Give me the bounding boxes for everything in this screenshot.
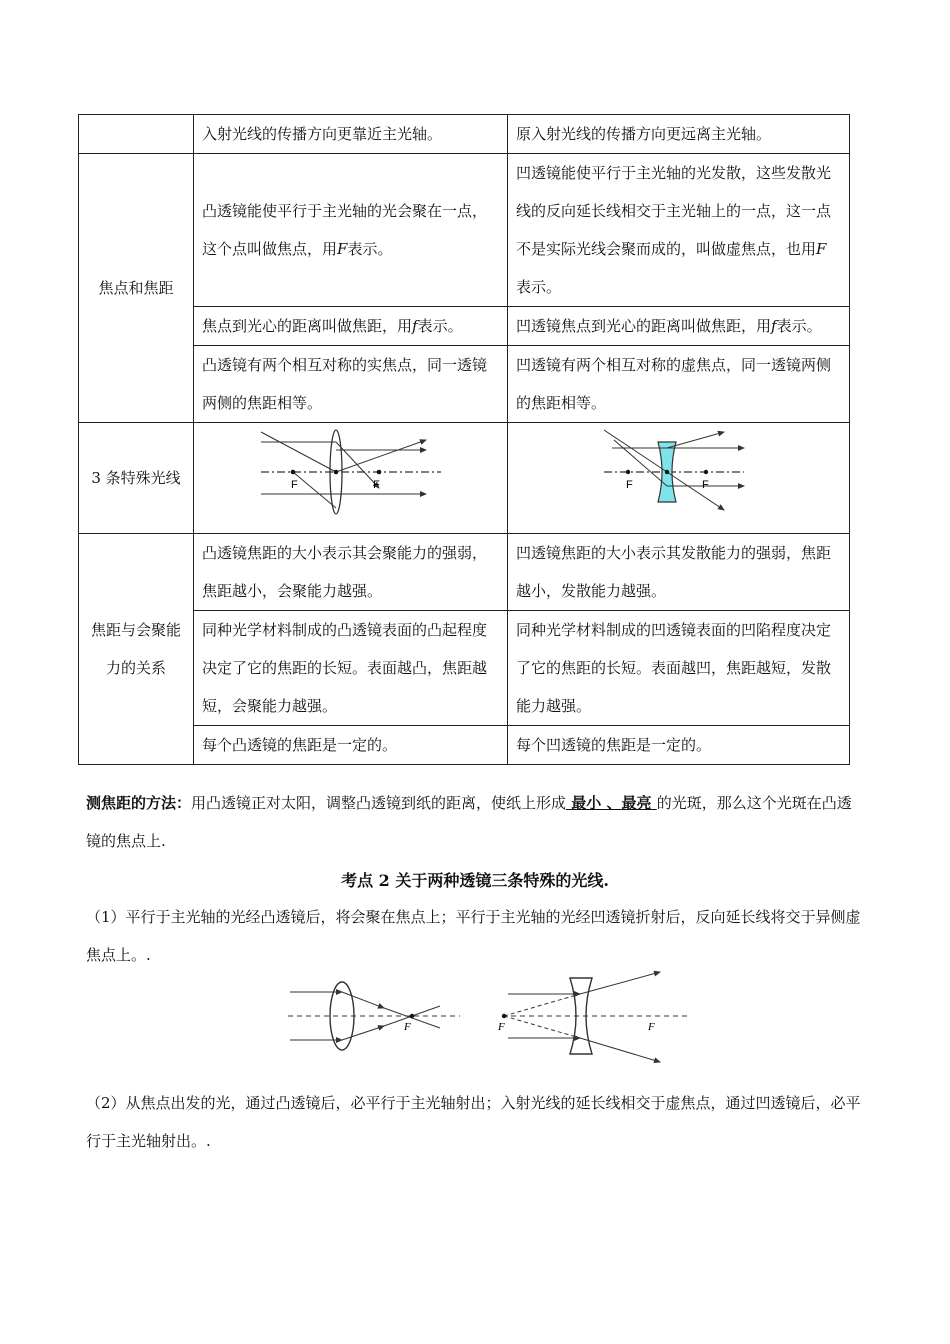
cell-text: 表示。 — [417, 317, 463, 335]
symbol-F: F — [337, 240, 348, 258]
method-label: 测焦距的方法： — [86, 794, 192, 812]
item-2: （2）从焦点出发的光，通过凸透镜后，必平行于主光轴射出；入射光线的延长线相交于虚焦点，通过凹透镜后，必平行于主光轴射出。. — [86, 1094, 861, 1150]
table-row — [79, 534, 850, 611]
table-row — [79, 611, 850, 726]
concave-cell: 原入射光线的传播方向更远离主光轴。 — [508, 115, 850, 154]
cell-text: 凸透镜能使平行于主光轴的光会聚在一点，这个点叫做焦点，用 — [202, 202, 488, 258]
focus-label: F — [404, 1021, 411, 1033]
section-heading: 考点 2 关于两种透镜三条特殊的光线. — [341, 871, 609, 890]
convex-rays-figure — [194, 423, 508, 534]
answer-blank: 最小 、最亮 — [566, 794, 657, 812]
convex-cell — [194, 154, 508, 307]
symbol-F: F — [816, 240, 827, 258]
concave-cell — [508, 154, 850, 307]
concave-cell: 凹透镜焦距的大小表示其发散能力的强弱，焦距越小，发散能力越强。 — [508, 534, 850, 611]
concave-cell: 同种光学材料制成的凹透镜表面的凹陷程度决定了它的焦距的长短。表面越凹，焦距越短，发散能力越强。 — [508, 611, 850, 726]
topic-cell: 焦距与会聚能力的关系 — [79, 534, 194, 765]
convex-cell: 凸透镜焦距的大小表示其会聚能力的强弱，焦距越小，会聚能力越强。 — [194, 534, 508, 611]
table-row — [79, 154, 850, 307]
method-text: 的光斑，那么这个光斑在凸透镜的焦点上. — [86, 794, 852, 850]
focus-label: F — [498, 1021, 505, 1033]
convex-cell — [194, 307, 508, 346]
table-row — [79, 346, 850, 423]
cell-text: 表示。 — [776, 317, 822, 335]
symbol-f: f — [771, 317, 777, 335]
cell-text: 凹透镜能使平行于主光轴的光发散，这些发散光线的反向延长线相交于主光轴上的一点，这一点不是实际光线会聚而成的，叫做虚焦点，也用 — [516, 164, 832, 258]
table-row — [79, 307, 850, 346]
table-row — [79, 726, 850, 765]
concave-rays-figure — [508, 423, 850, 534]
focus-label: F — [625, 479, 633, 491]
item-1: （1）平行于主光轴的光经凸透镜后，将会聚在焦点上；平行于主光轴的光经凹透镜折射后，反向延长线将交于异侧虚焦点上。. — [86, 908, 861, 964]
concave-cell — [508, 307, 850, 346]
focus-label: F — [648, 1021, 655, 1033]
topic-cell: 3 条特殊光线 — [79, 423, 194, 534]
table-row — [79, 423, 850, 534]
method-text: 用凸透镜正对太阳，调整凸透镜到纸的距离，使纸上形成 — [191, 794, 567, 812]
concave-cell: 凹透镜有两个相互对称的虚焦点，同一透镜两侧的焦距相等。 — [508, 346, 850, 423]
topic-cell: 焦点和焦距 — [79, 154, 194, 423]
concave-lens-diagram — [604, 428, 754, 528]
parallel-rays-figure — [280, 968, 700, 1068]
convex-cell: 入射光线的传播方向更靠近主光轴。 — [194, 115, 508, 154]
focus-label: F — [290, 479, 298, 491]
convex-lens-diagram — [261, 428, 441, 528]
topic-cell-empty — [79, 115, 194, 154]
convex-cell: 每个凸透镜的焦距是一定的。 — [194, 726, 508, 765]
cell-text: 焦点到光心的距离叫做焦距，用 — [202, 317, 413, 335]
lens-comparison-table — [78, 114, 850, 765]
focus-label: F — [372, 479, 380, 491]
method-paragraph — [86, 784, 864, 860]
convex-cell: 凸透镜有两个相互对称的实焦点，同一透镜两侧的焦距相等。 — [194, 346, 508, 423]
cell-text: 表示。 — [347, 240, 393, 258]
cell-text: 表示。 — [516, 278, 562, 296]
symbol-f: f — [412, 317, 418, 335]
convex-cell: 同种光学材料制成的凸透镜表面的凸起程度决定了它的焦距的长短。表面越凸，焦距越短，会聚能力越强。 — [194, 611, 508, 726]
cell-text: 凹透镜焦点到光心的距离叫做焦距，用 — [516, 317, 772, 335]
table-row — [79, 115, 850, 154]
concave-cell: 每个凹透镜的焦距是一定的。 — [508, 726, 850, 765]
focus-label: F — [701, 479, 709, 491]
